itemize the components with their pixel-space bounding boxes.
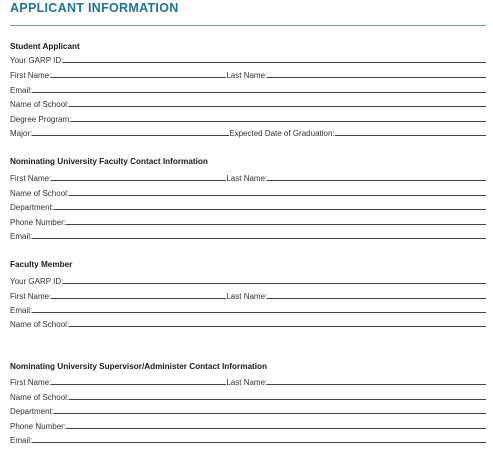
faculty-contact-email-field[interactable] (32, 238, 486, 239)
supervisor-phone-row (10, 419, 486, 431)
faculty-member-last-name-field[interactable] (267, 298, 486, 299)
supervisor-last-name-field[interactable] (267, 384, 486, 385)
student-grad-date-field[interactable] (335, 135, 486, 136)
section-heading-student: Student Applicant (10, 42, 80, 51)
supervisor-department-field[interactable] (54, 413, 486, 414)
faculty-contact-name-row (10, 171, 486, 183)
supervisor-name-row (10, 375, 486, 387)
faculty-contact-school-row (10, 186, 486, 198)
section-heading-supervisor: Nominating University Supervisor/Administer Contact Information (10, 362, 268, 371)
field-label: Name of School: (10, 393, 70, 402)
faculty-member-email-field[interactable] (32, 312, 486, 313)
student-degree-row (10, 112, 486, 124)
faculty-member-school-field[interactable] (69, 326, 486, 327)
field-label: Phone Number: (10, 218, 67, 227)
supervisor-phone-field[interactable] (66, 428, 486, 429)
section-heading-faculty-member: Faculty Member (10, 260, 73, 269)
field-label: Email: (10, 436, 33, 445)
section-heading-faculty-contact: Nominating University Faculty Contact Information (10, 157, 208, 166)
student-major-row (10, 126, 486, 138)
faculty-contact-first-name-field[interactable] (51, 180, 226, 181)
supervisor-email-row (10, 433, 486, 445)
faculty-member-first-name-field[interactable] (51, 298, 226, 299)
field-label: Name of School: (10, 100, 70, 109)
faculty-contact-department-field[interactable] (54, 209, 486, 210)
faculty-contact-school-field[interactable] (69, 195, 486, 196)
field-label: Last Name: (226, 292, 268, 301)
faculty-member-school-row (10, 317, 486, 329)
faculty-contact-phone-row (10, 215, 486, 227)
supervisor-school-row (10, 390, 486, 402)
field-label: First Name: (10, 174, 52, 183)
supervisor-department-row (10, 404, 486, 416)
field-label: Major: (10, 129, 33, 138)
student-email-row (10, 83, 486, 95)
student-major-field[interactable] (32, 135, 229, 136)
faculty-contact-department-row (10, 200, 486, 212)
field-label: Department: (10, 203, 55, 212)
field-label: Your GARP ID: (10, 56, 64, 65)
field-label: Department: (10, 407, 55, 416)
supervisor-first-name-field[interactable] (51, 384, 226, 385)
student-school-field[interactable] (69, 106, 486, 107)
field-label: Last Name: (226, 71, 268, 80)
field-label: Name of School: (10, 189, 70, 198)
field-label: Email: (10, 86, 33, 95)
student-garp-id-field[interactable] (63, 62, 486, 63)
field-label: First Name: (10, 378, 52, 387)
field-label: Email: (10, 232, 33, 241)
field-label: Email: (10, 306, 33, 315)
page-title: APPLICANT INFORMATION (10, 1, 179, 15)
student-name-row (10, 68, 486, 80)
faculty-member-garp-id-field[interactable] (63, 283, 486, 284)
faculty-contact-email-row (10, 229, 486, 241)
student-email-field[interactable] (32, 92, 486, 93)
field-label: Last Name: (226, 378, 268, 387)
title-divider (10, 25, 486, 26)
field-label: Expected Date of Graduation: (229, 129, 335, 138)
faculty-contact-last-name-field[interactable] (267, 180, 486, 181)
field-label: Your GARP ID: (10, 277, 64, 286)
faculty-member-name-row (10, 289, 486, 301)
faculty-member-email-row (10, 303, 486, 315)
supervisor-school-field[interactable] (69, 399, 486, 400)
student-degree-field[interactable] (71, 121, 486, 122)
student-school-row (10, 97, 486, 109)
student-garp-id-row (10, 53, 486, 65)
faculty-contact-phone-field[interactable] (66, 224, 486, 225)
field-label: Name of School: (10, 320, 70, 329)
field-label: First Name: (10, 292, 52, 301)
faculty-member-garp-id-row (10, 274, 486, 286)
field-label: Last Name: (226, 174, 268, 183)
field-label: First Name: (10, 71, 52, 80)
student-last-name-field[interactable] (267, 77, 486, 78)
field-label: Phone Number: (10, 422, 67, 431)
student-first-name-field[interactable] (51, 77, 226, 78)
supervisor-email-field[interactable] (32, 442, 486, 443)
field-label: Degree Program: (10, 115, 72, 124)
